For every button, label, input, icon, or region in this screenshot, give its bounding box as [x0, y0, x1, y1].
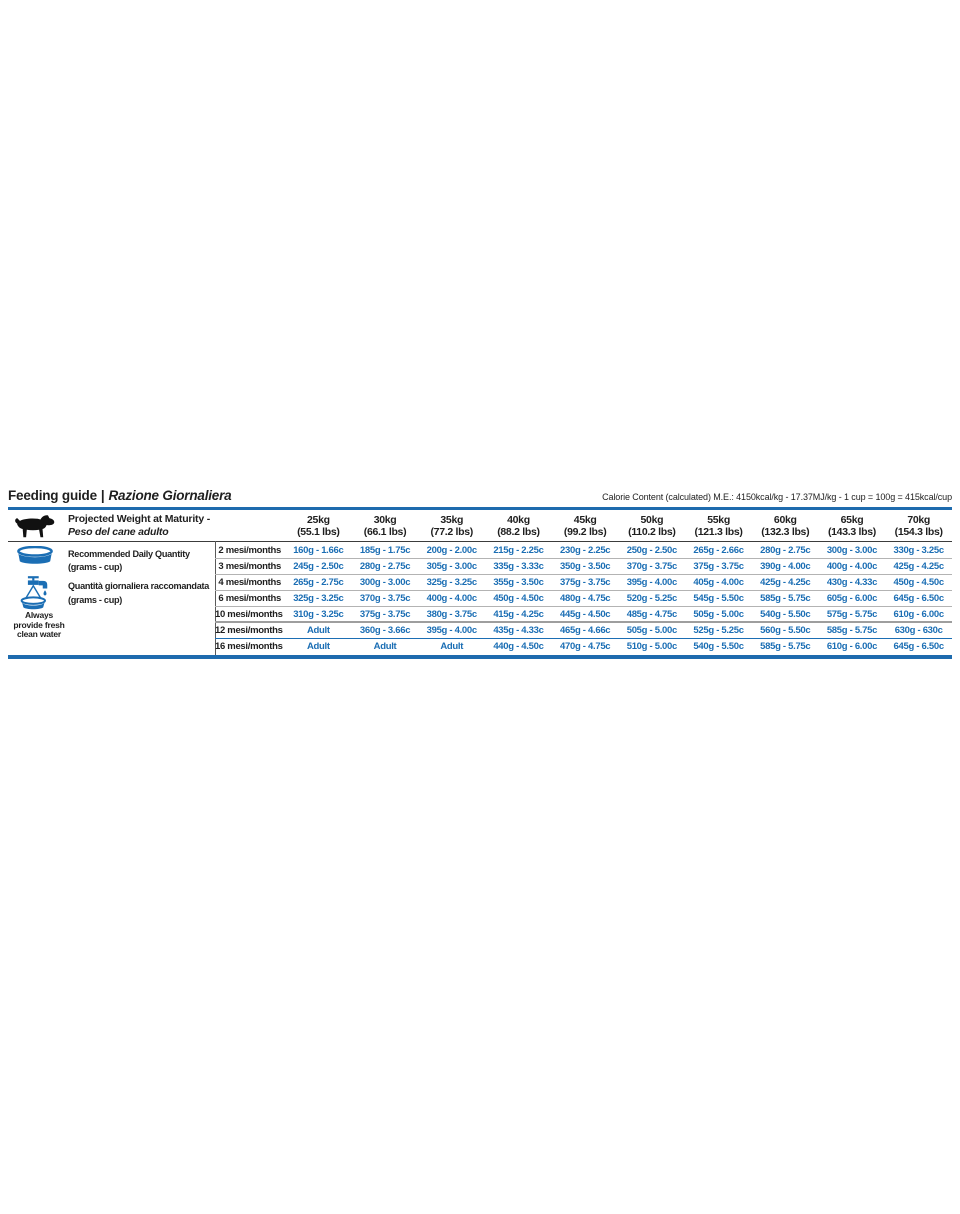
quantity-cell: 370g - 3.75c: [359, 593, 411, 604]
quantity-cell: 250g - 2.50c: [626, 545, 677, 556]
quantity-cell: 265g - 2.66c: [693, 545, 744, 556]
quantity-cell: 300g - 3.00c: [826, 545, 878, 556]
quantity-cell: 505g - 5.00c: [693, 609, 744, 620]
age-row-label: 3 mesi/months: [218, 561, 281, 572]
quantity-cell: 585g - 5.75c: [826, 625, 878, 636]
quantity-cell: 375g - 3.75c: [359, 609, 411, 620]
weight-column-header: 45kg (99.2 lbs): [563, 514, 607, 538]
quantity-cell: 450g - 4.50c: [893, 577, 944, 588]
header-divider: [8, 541, 952, 542]
title-separator: |: [100, 488, 105, 503]
weight-column-header: 25kg (55.1 lbs): [297, 514, 340, 538]
table-row: [215, 543, 952, 559]
top-rule: [8, 507, 952, 510]
quantity-cell: 430g - 4.33c: [826, 577, 878, 588]
weight-column-header: 65kg (143.3 lbs): [827, 514, 876, 538]
weight-column-header: 50kg (110.2 lbs): [628, 514, 676, 538]
maturity-label: [68, 513, 210, 539]
quantity-cell: 645g - 6.50c: [893, 593, 944, 604]
quantity-cell: 540g - 5.50c: [693, 641, 744, 652]
quantity-cell: 300g - 3.00c: [359, 577, 411, 588]
quantity-cell: 450g - 4.50c: [493, 593, 544, 604]
maturity-label-en: Projected Weight at Maturity -: [68, 513, 210, 525]
quantity-cell: Adult: [306, 625, 330, 636]
weight-column-header: 60kg (132.3 lbs): [761, 514, 810, 538]
quantity-cell: 200g - 2.00c: [426, 545, 477, 556]
daily-quantity-label-it: Quantità giornaliera raccomandata: [68, 581, 210, 592]
daily-quantity-label-en: Recommended Daily Quantity: [68, 549, 190, 560]
quantity-cell: 375g - 3.75c: [560, 577, 611, 588]
table-row: [215, 559, 952, 575]
title-english: Feeding guide: [8, 488, 97, 503]
quantity-cell: 160g - 1.66c: [293, 545, 344, 556]
quantity-cell: 560g - 5.50c: [760, 625, 811, 636]
quantity-cell: 485g - 4.75c: [626, 609, 677, 620]
quantity-cell: 405g - 4.00c: [693, 577, 744, 588]
quantity-cell: 325g - 3.25c: [293, 593, 344, 604]
quantity-cell: 605g - 6.00c: [826, 593, 878, 604]
quantity-cell: 480g - 4.75c: [560, 593, 611, 604]
table-row: [215, 575, 952, 591]
fresh-water-note-line3: clean water: [16, 629, 62, 639]
age-row-label: 2 mesi/months: [218, 545, 281, 556]
quantity-cell: 245g - 2.50c: [293, 561, 344, 572]
quantity-cell: 585g - 5.75c: [760, 641, 811, 652]
age-row-label: 4 mesi/months: [218, 577, 281, 588]
quantity-cell: 505g - 5.00c: [626, 625, 677, 636]
quantity-cell: 630g - 630c: [894, 625, 943, 636]
quantity-cell: 425g - 4.25c: [893, 561, 944, 572]
section-heading: [8, 488, 952, 503]
quantity-cell: 215g - 2.25c: [493, 545, 544, 556]
quantity-cell: 445g - 4.50c: [560, 609, 611, 620]
quantity-cell: 380g - 3.75c: [426, 609, 477, 620]
table-body: [215, 543, 952, 655]
daily-quantity-unit-en: (grams - cup): [68, 562, 123, 573]
age-row-label: 16 mesi/months: [215, 641, 283, 652]
quantity-cell: 280g - 2.75c: [359, 561, 411, 572]
quantity-cell: 335g - 3.33c: [493, 561, 544, 572]
quantity-cell: 230g - 2.25c: [560, 545, 611, 556]
calorie-content-note: Calorie Content (calculated) M.E.: 4150kcal/kg - 17.37MJ/kg - 1 cup = 100g = 415kcal/cup: [602, 492, 952, 502]
quantity-cell: 185g - 1.75c: [359, 545, 411, 556]
quantity-cell: 575g - 5.75c: [826, 609, 878, 620]
quantity-cell: Adult: [373, 641, 397, 652]
weight-column-header: 55kg (121.3 lbs): [694, 514, 743, 538]
quantity-cell: 360g - 3.66c: [359, 625, 411, 636]
quantity-cell: 325g - 3.25c: [426, 577, 477, 588]
weight-column-header: 30kg (66.1 lbs): [363, 514, 407, 538]
quantity-cell: 400g - 4.00c: [426, 593, 477, 604]
quantity-cell: 310g - 3.25c: [293, 609, 344, 620]
weight-column-header: 40kg (88.2 lbs): [497, 514, 540, 538]
quantity-cell: 610g - 6.00c: [893, 609, 944, 620]
quantity-cell: 540g - 5.50c: [760, 609, 811, 620]
fresh-water-note: [2, 611, 76, 640]
fresh-water-note-line1: Always: [24, 610, 54, 620]
age-row-label: 6 mesi/months: [218, 593, 281, 604]
maturity-label-it: Peso del cane adulto: [68, 526, 169, 538]
quantity-cell: 610g - 6.00c: [826, 641, 878, 652]
quantity-cell: 545g - 5.50c: [693, 593, 744, 604]
quantity-cell: 370g - 3.75c: [626, 561, 677, 572]
quantity-cell: 265g - 2.75c: [293, 577, 344, 588]
title-italian: Razione Giornaliera: [108, 488, 232, 503]
quantity-cell: 470g - 4.75c: [560, 641, 611, 652]
quantity-cell: 375g - 3.75c: [693, 561, 744, 572]
quantity-cell: 525g - 5.25c: [693, 625, 744, 636]
age-row-label: 12 mesi/months: [215, 625, 283, 636]
feeding-guide-title: [8, 488, 231, 503]
quantity-cell: Adult: [306, 641, 330, 652]
age-row-label: 10 mesi/months: [215, 609, 283, 620]
quantity-cell: 585g - 5.75c: [760, 593, 811, 604]
weight-column-header: 70kg (154.3 lbs): [894, 514, 943, 538]
quantity-cell: 355g - 3.50c: [493, 577, 544, 588]
quantity-cell: 510g - 5.00c: [626, 641, 677, 652]
quantity-cell: 395g - 4.00c: [626, 577, 677, 588]
quantity-cell: 305g - 3.00c: [426, 561, 477, 572]
food-bowl-icon: [16, 546, 54, 571]
quantity-cell: 400g - 4.00c: [826, 561, 878, 572]
fresh-water-note-line2: provide fresh: [13, 619, 65, 630]
quantity-cell: 415g - 4.25c: [493, 609, 544, 620]
quantity-cell: 435g - 4.33c: [493, 625, 544, 636]
table-row: [215, 607, 952, 623]
quantity-cell: Adult: [440, 641, 464, 652]
daily-quantity-unit-it: (grams - cup): [68, 595, 123, 606]
quantity-cell: 390g - 4.00c: [760, 561, 811, 572]
quantity-cell: 395g - 4.00c: [426, 625, 477, 636]
quantity-cell: 465g - 4.66c: [560, 625, 611, 636]
bottom-rule: [8, 655, 952, 659]
quantity-cell: 425g - 4.25c: [760, 577, 811, 588]
quantity-cell: 280g - 2.75c: [760, 545, 811, 556]
table-row: [215, 639, 952, 655]
weight-column-header: 35kg (77.2 lbs): [430, 514, 474, 538]
quantity-cell: 645g - 6.50c: [893, 641, 944, 652]
quantity-cell: 440g - 4.50c: [493, 641, 544, 652]
table-row: [215, 591, 952, 607]
quantity-cell: 520g - 5.25c: [626, 593, 677, 604]
column-headers: [285, 512, 952, 541]
quantity-cell: 350g - 3.50c: [560, 561, 611, 572]
quantity-cell: 330g - 3.25c: [893, 545, 944, 556]
table-row: [215, 623, 952, 639]
